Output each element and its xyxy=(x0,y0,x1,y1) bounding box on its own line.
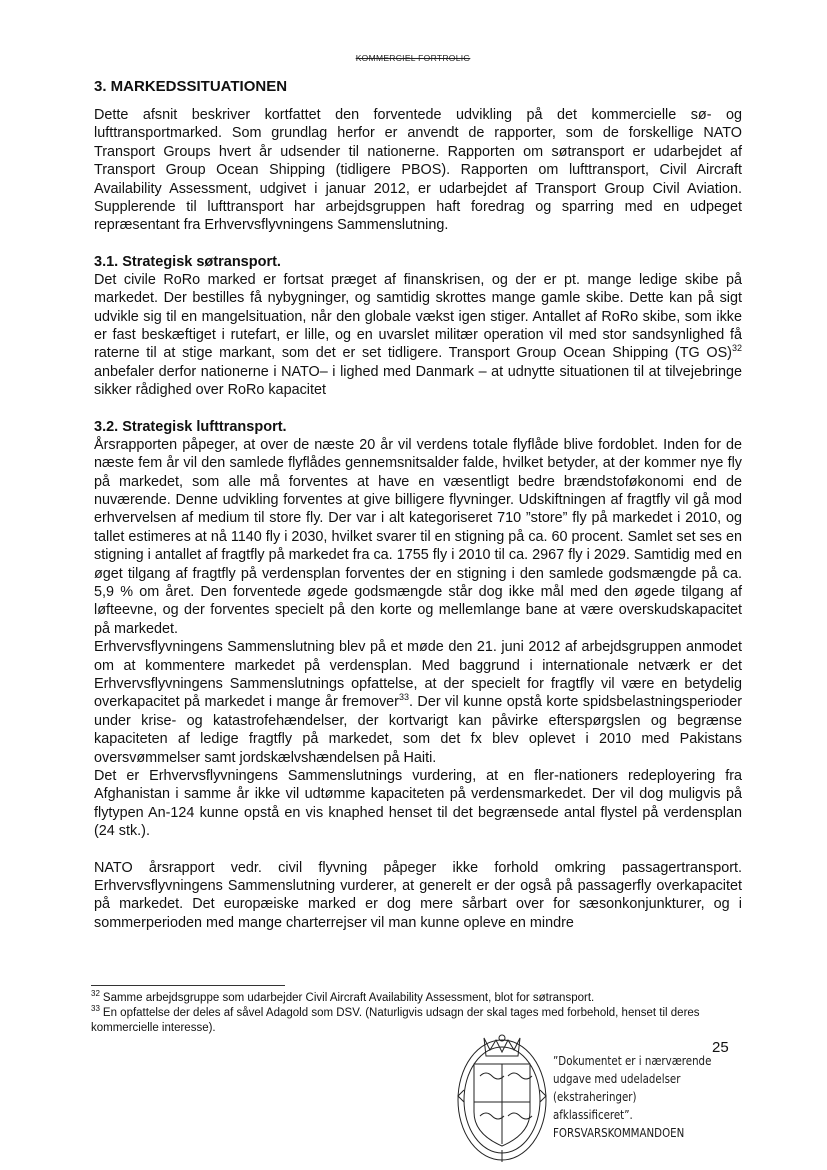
footnote-number: 32 xyxy=(91,989,100,999)
stamp-line: udgave med udeladelser xyxy=(553,1071,681,1086)
page-number: 25 xyxy=(712,1039,729,1056)
coat-of-arms-seal-icon xyxy=(454,1030,550,1164)
stamp-line: ”Dokumentet er i nærværende xyxy=(553,1053,712,1068)
sea-text-part2: anbefaler derfor nationerne i NATO– i lighed med Danmark – at udnytte situationen til at tilvejebringe sikker rådighed over RoRo kapacitet xyxy=(94,363,742,399)
air-paragraph-2 xyxy=(94,638,742,767)
footnote-number: 33 xyxy=(91,1004,100,1014)
air-p2-part1: Erhvervsflyvningens Sammenslutning blev på et møde den 21. juni 2012 af arbejdsgruppen anmodet om at kommentere markedet på verdensplan. Med baggrund i internationale netværk er det Erhvervsflyvningens Sammenslutnings opfattelse, at der specielt for fragtfly vil være en betydelig overkapacitet på markedet i mange år fremover xyxy=(94,639,742,711)
stamp-line: FORSVARSKOMMANDOEN xyxy=(553,1125,685,1140)
footnote-divider xyxy=(91,985,285,986)
footnotes xyxy=(91,991,721,1036)
footnote-ref-33[interactable]: 33 xyxy=(398,692,409,703)
sea-text-part1: Det civile RoRo marked er fortsat præget af finanskrisen, og der er pt. mange ledige skibe på markedet. Der bestilles få nybygninger, og samtidig skrottes mange gamle skibe. Dette kan på sigt udvikle sig til en mangelsituation, når den globale vækst igen stiger. Antallet af RoRo skibe, som ikke er fast beskæftiget i rutefart, er lille, og en uvarslet militær operation vil med stor sandsynlighed få raterne til at stige markant, som det er set tidligere. Transport Group Ocean Shipping (TG OS) xyxy=(94,271,742,362)
declassification-stamp xyxy=(553,1052,717,1142)
stamp-line: (ekstraheringer) afklassificeret”. xyxy=(553,1089,637,1122)
air-paragraph-1: Årsrapporten påpeger, at over de næste 20 år vil verdens totale flyflåde blive fordoblet. Inden for de næste fem år vil den samlede flyflådes gennemsnitsalder falde, hvilket betyder, at der kommer nye fly på markedet, som alle må forventes at have en væsentligt bedre brændstoføkonomi end de nuværende. Denne udvikling forventes at give billigere flyvninger. Udskiftningen af fragtfly vil gå mod erhvervelsen af medium til store fly. Der var i alt kategoriseret 710 ”store” fly på markedet i 2010, og tallet estimeres at nå 1140 fly i 2030, hvilket svarer til en stigning på ca. 60 procent. Samlet set ses en stigning i antallet af fragtfly på markedet fra ca. 1755 fly i 2010 til ca. 2967 fly i 2029. Samtidig med en øget tilgang af fragtfly på verdensplan forventes der en stigning i den samlede godsmængde på ca. 5,9 % om året. Den forventede øgede godsmængde står dog ikke mål med den øgede tilgang af løfteevne, og der forventes specielt på den korte og mellemlange bane at være overskudskapacitet på markedet. xyxy=(94,436,742,637)
subsection-title-sea: 3.1. Strategisk søtransport. xyxy=(94,253,281,270)
air-paragraph-3: Det er Erhvervsflyvningens Sammenslutnings vurdering, at en fler-nationers redeployering fra Afghanistan i samme år ikke vil udtømme kapaciteten på verdensmarkedet. Der vil dog muligvis på flytypen An-124 kunne opstå en vis knaphed henset til det begrænsede antal flystel på verdensplan (24 stk.). xyxy=(94,768,742,840)
footnote-text: En opfattelse der deles af såvel Adagold som DSV. (Naturligvis udsagn der skal tages med forbehold, henset til deres kommercielle interesse). xyxy=(91,1007,700,1034)
classification-marking: KOMMERCIEL FORTROLIG xyxy=(355,53,471,63)
section-intro: Dette afsnit beskriver kortfattet den forventede udvikling på det kommercielle sø- og lufttransportmarked. Som grundlag herfor er anvendt de rapporter, som de forskellige NATO Transport Groups hvert år udsender til nationerne. Rapporten om søtransport er udarbejdet af Transport Group Ocean Shipping (tidligere PBOS). Rapporten om lufttransport, Civil Aircraft Availability Assessment, udgivet i januar 2012, er udarbejdet af Transport Group Civil Aviation. Supplerende til lufttransport har arbejdsgruppen haft foredrag og sparring med en udpeget repræsentant fra Erhvervsflyvningens Sammenslutning. xyxy=(94,107,742,234)
main-content xyxy=(94,78,742,932)
air-p2-part2: . Der vil kunne opstå korte spidsbelastningsperioder under krise- og katastrofehændelser, der kortvarigt kan påvirke efterspørgslen og begrænse kapaciteten af ledige fragtfly på markedet, som det fx blev oplevet i 2010 med Pakistans oversvømmelser samt jordskælvshændelsen på Haiti. xyxy=(94,694,742,766)
footnote-text: Samme arbejdsgruppe som udarbejder Civil Aircraft Availability Assessment, blot for søtransport. xyxy=(102,992,595,1004)
footnote-32 xyxy=(91,991,721,1006)
subsection-title-air: 3.2. Strategisk lufttransport. xyxy=(94,418,287,435)
section-title: 3. MARKEDSSITUATIONEN xyxy=(94,78,288,95)
air-paragraph-4: NATO årsrapport vedr. civil flyvning påpeger ikke forhold omkring passagertransport. Erhvervsflyvningens Sammenslutning vurderer, at generelt er der også på passagerfly overkapacitet på markedet. Det europæiske marked er dog mere sårbart over for sæsonkonjunkturer, og i sommerperioden med mange charterrejser vil man kunne opleve en mindre xyxy=(94,859,742,931)
footnote-33 xyxy=(91,1006,721,1036)
footnote-ref-32[interactable]: 32 xyxy=(731,343,742,354)
subsection-body-sea xyxy=(94,271,742,400)
